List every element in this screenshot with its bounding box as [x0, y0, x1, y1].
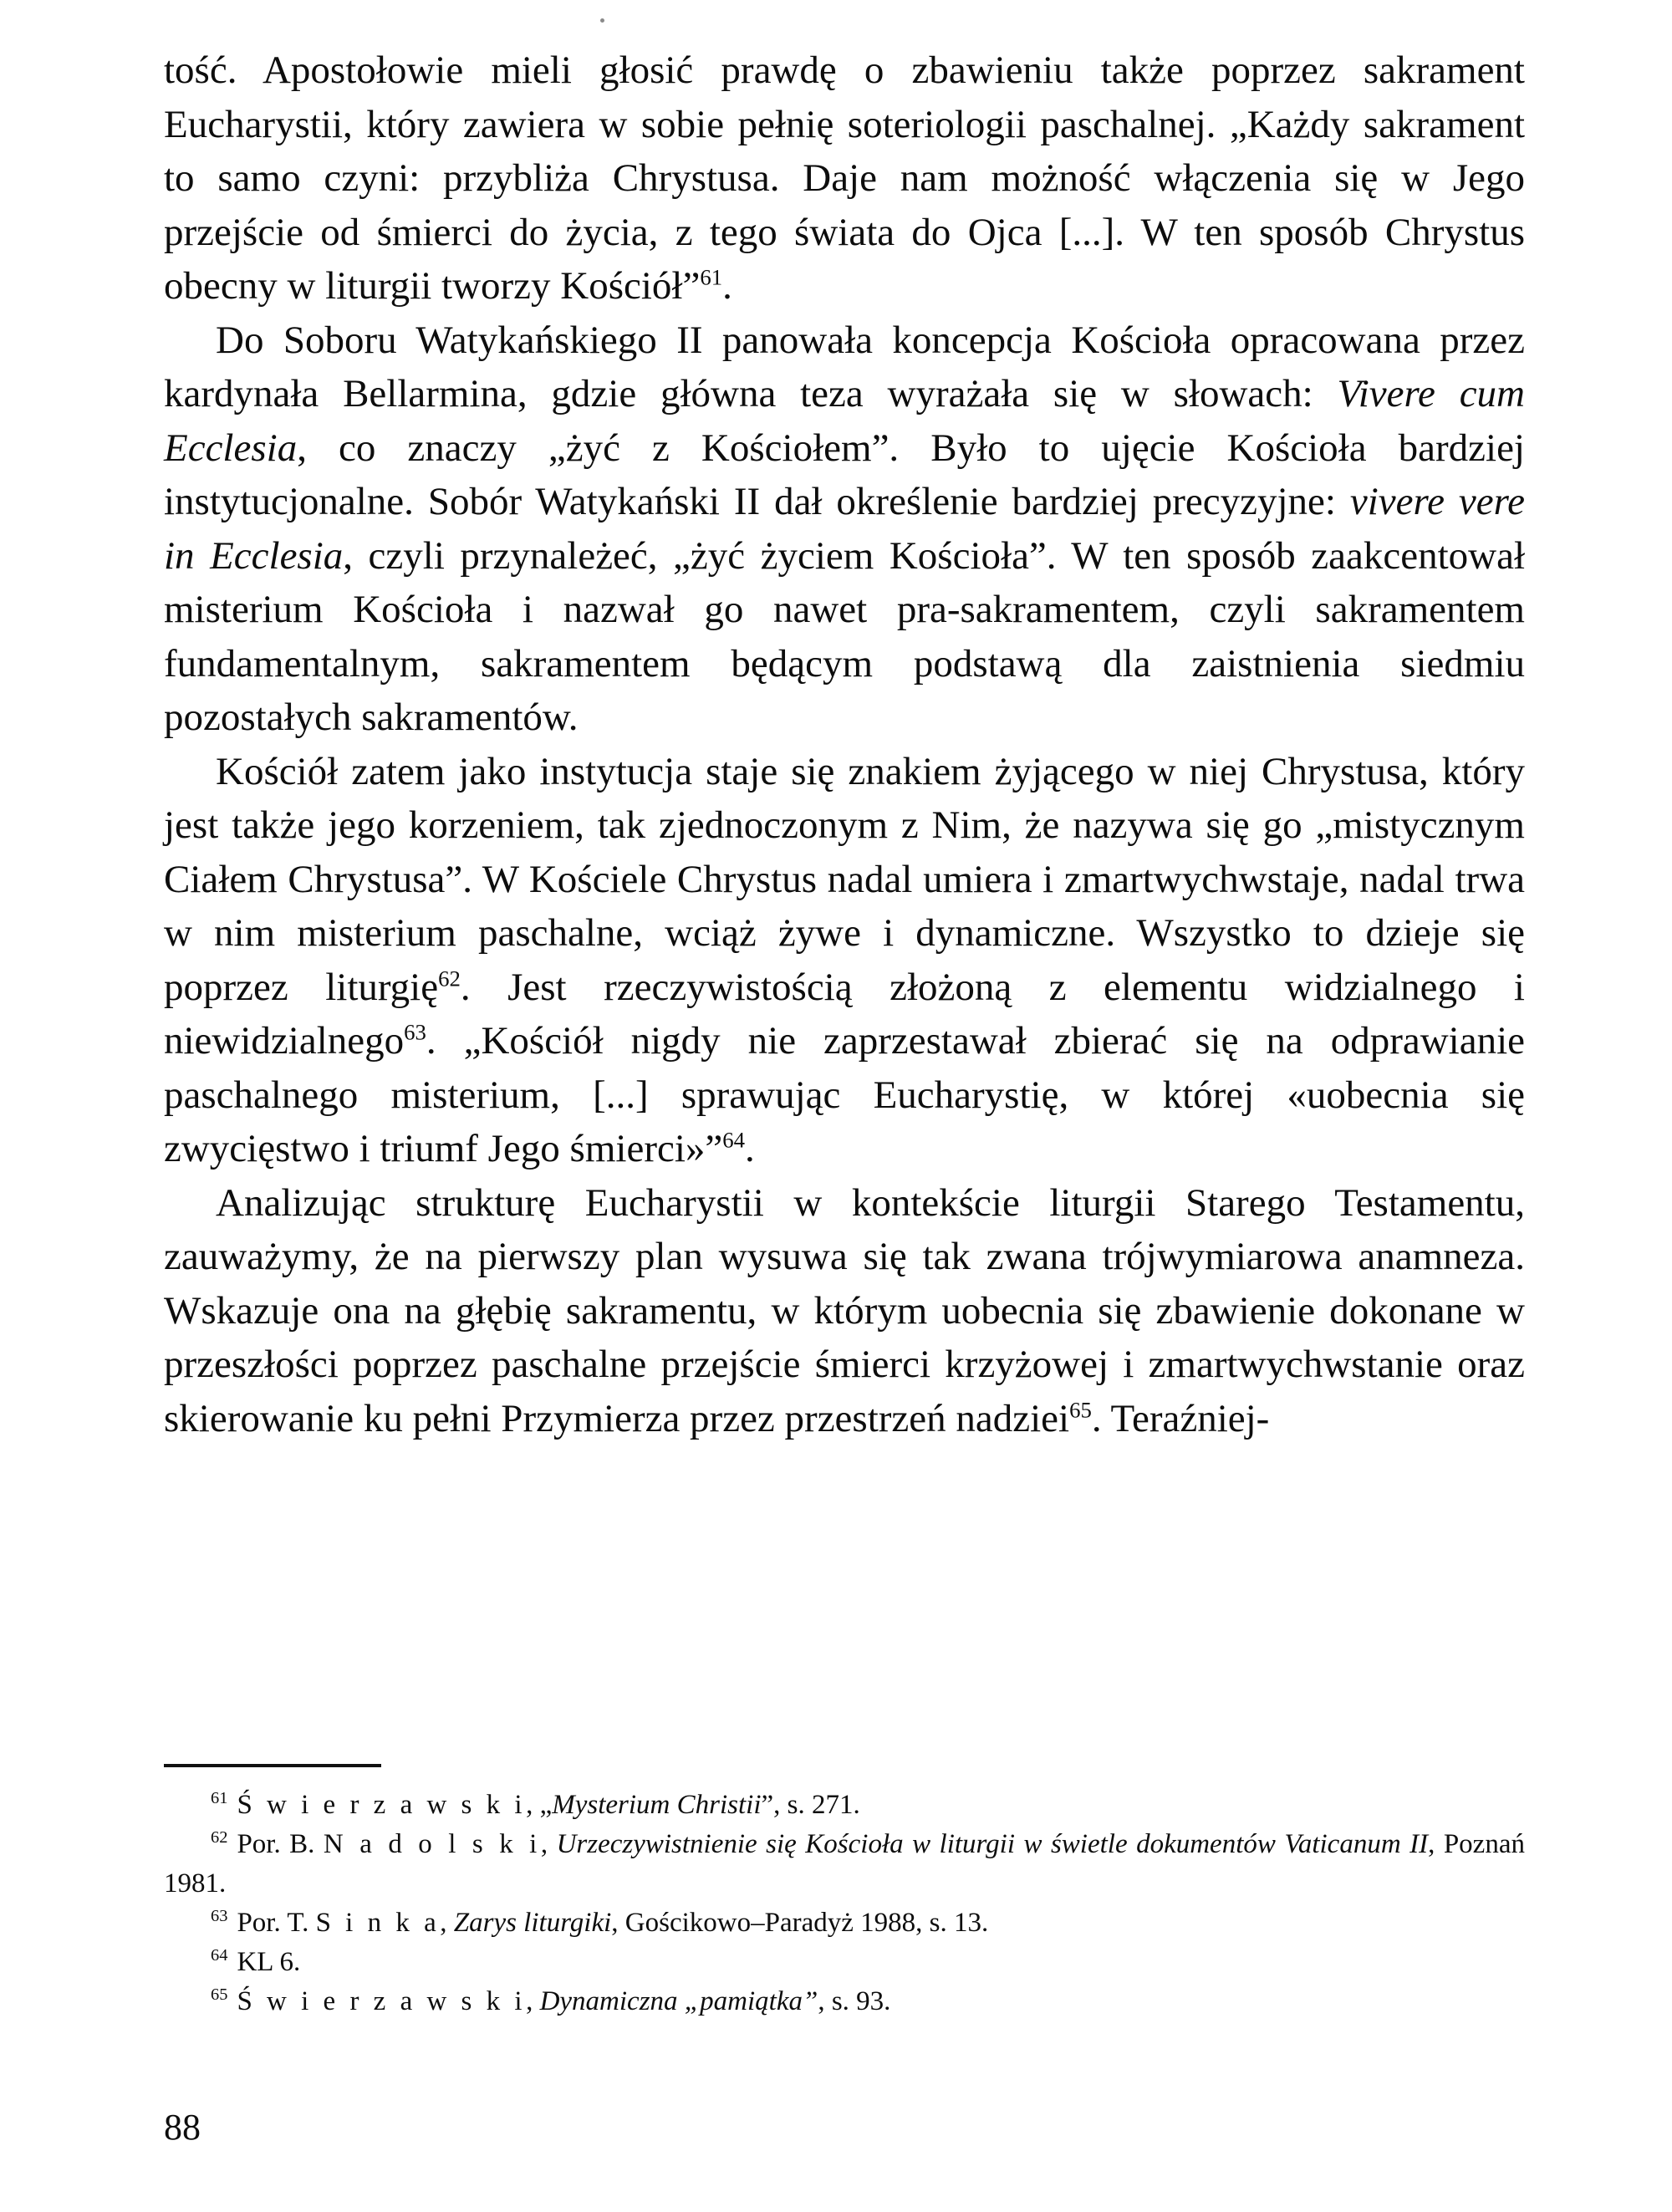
- footnote-list: [164, 1786, 1525, 2021]
- footnote-marker: 64: [211, 1946, 228, 1965]
- footnote-marker: 61: [211, 1789, 228, 1807]
- text-run: . Teraźniej-: [1091, 1396, 1270, 1440]
- text-run: Por. T.: [237, 1908, 316, 1938]
- text-run: . „Kościół nigdy nie zaprzestawał zbierać się na odprawianie paschalnego misterium, [...] sprawując Eucharystię, w której «uobecnia się zwycięstwo i triumf Jego śmierci»”: [164, 1019, 1525, 1170]
- text-run: , „: [526, 1790, 553, 1820]
- italic-run: Mysterium Christii: [552, 1790, 762, 1820]
- para-eucharystia: [164, 43, 1525, 313]
- text-run: KL 6.: [237, 1947, 301, 1977]
- text-run: ,: [540, 1829, 557, 1859]
- body-text-column: [164, 43, 1525, 1445]
- author-name: Ś w i e r z a w s k i: [237, 1790, 527, 1820]
- author-name: Ś w i e r z a w s k i: [237, 1986, 527, 2016]
- italic-run: Vivere cum Ecclesia: [164, 372, 1525, 470]
- footnote-reference: 65: [1069, 1396, 1092, 1422]
- footnote-separator-rule: [164, 1764, 381, 1767]
- text-run: , czyli przynależeć, „żyć życiem Kościoła”. W ten sposób zaakcentował misterium Kościoła i nazwał go nawet pra-sakramentem, czyli sakramentem fundamentalnym, sakramentem będącym podstawą dla zaistnienia siedmiu pozostałych sakramentów.: [164, 533, 1525, 739]
- text-run: , co znaczy „żyć z Kościołem”. Było to ujęcie Kościoła bardziej instytucjonalne. Sobór Watykański II dał określenie bardziej precyzyjne:: [164, 426, 1525, 523]
- italic-run: vivere vere in Ecclesia: [164, 480, 1525, 578]
- footnote-section: [164, 1764, 1525, 2021]
- text-run: Por. B.: [237, 1829, 324, 1859]
- footnote-62: [164, 1825, 1525, 1904]
- footnote-marker: 62: [211, 1828, 228, 1847]
- italic-run: Urzeczywistnienie się Kościoła w liturgii w świetle dokumentów Vaticanum II: [556, 1829, 1429, 1859]
- text-run: tość. Apostołowie mieli głosić prawdę o zbawieniu także poprzez sakrament Eucharystii, który zawiera w sobie pełnię soteriologii paschalnej. „Każdy sakrament to samo czyni: przybliża Chrystusa. Daje nam możność włączenia się w Jego przejście od śmierci do życia, z tego świata do Ojca [...]. W ten sposób Chrystus obecny w liturgii tworzy Kościół”: [164, 48, 1525, 308]
- footnote-reference: 64: [722, 1127, 746, 1153]
- text-run: Kościół zatem jako instytucja staje się znakiem żyjącego w niej Chrystusa, który jest także jego korzeniem, tak zjednoczonym z Nim, że nazywa się go „mistycznym Ciałem Chrystusa”. W Kościele Chrystus nadal umiera i zmartwychwstaje, nadal trwa w nim misterium paschalne, wciąż żywe i dynamiczne. Wszystko to dzieje się poprzez liturgię: [164, 749, 1525, 1009]
- italic-run: Dynamiczna „pamiątka”: [539, 1986, 818, 2016]
- text-run: Analizując strukturę Eucharystii w kontekście liturgii Starego Testamentu, zauważymy, że na pierwszy plan wysuwa się tak zwana trójwymiarowa anamneza. Wskazuje ona na głębię sakramentu, w którym uobecnia się zbawienie dokonane w przeszłości poprzez paschalne przejście śmierci krzyżowej i zmartwychwstanie oraz skierowanie ku pełni Przymierza przez przestrzeń nadziei: [164, 1180, 1525, 1440]
- para-kosciol-instytucja: [164, 745, 1525, 1176]
- italic-run: Zarys liturgiki: [453, 1908, 612, 1938]
- footnote-61: [164, 1786, 1525, 1825]
- author-name: N a d o l s k i: [323, 1829, 541, 1859]
- footnote-63: [164, 1904, 1525, 1943]
- author-name: S i n k a: [315, 1908, 441, 1938]
- text-run: . Jest rzeczywistością złożoną z elementu widzialnego i niewidzialnego: [164, 965, 1525, 1063]
- footnote-reference: 63: [404, 1019, 426, 1045]
- scan-speck: [600, 18, 604, 23]
- text-run: .: [722, 264, 732, 308]
- para-anamneza: [164, 1176, 1525, 1446]
- text-run: , s. 93.: [818, 1986, 891, 2016]
- page-number: 88: [164, 2107, 201, 2148]
- text-run: .: [745, 1127, 755, 1170]
- footnote-reference: 61: [700, 264, 723, 290]
- text-run: ,: [526, 1986, 540, 2016]
- para-bellarmin: [164, 313, 1525, 745]
- text-run: , Gościkowo–Paradyż 1988, s. 13.: [611, 1908, 989, 1938]
- footnote-marker: 63: [211, 1907, 228, 1925]
- footnote-marker: 65: [211, 1985, 228, 2004]
- footnote-64: [164, 1943, 1525, 1982]
- text-run: ,: [440, 1908, 454, 1938]
- footnote-65: [164, 1982, 1525, 2021]
- text-run: ”, s. 271.: [761, 1790, 860, 1820]
- footnote-reference: 62: [438, 965, 461, 991]
- text-run: Do Soboru Watykańskiego II panowała koncepcja Kościoła opracowana przez kardynała Bellarmina, gdzie główna teza wyrażała się w słowach:: [164, 318, 1525, 415]
- text-run: , Poznań 1981.: [164, 1829, 1525, 1899]
